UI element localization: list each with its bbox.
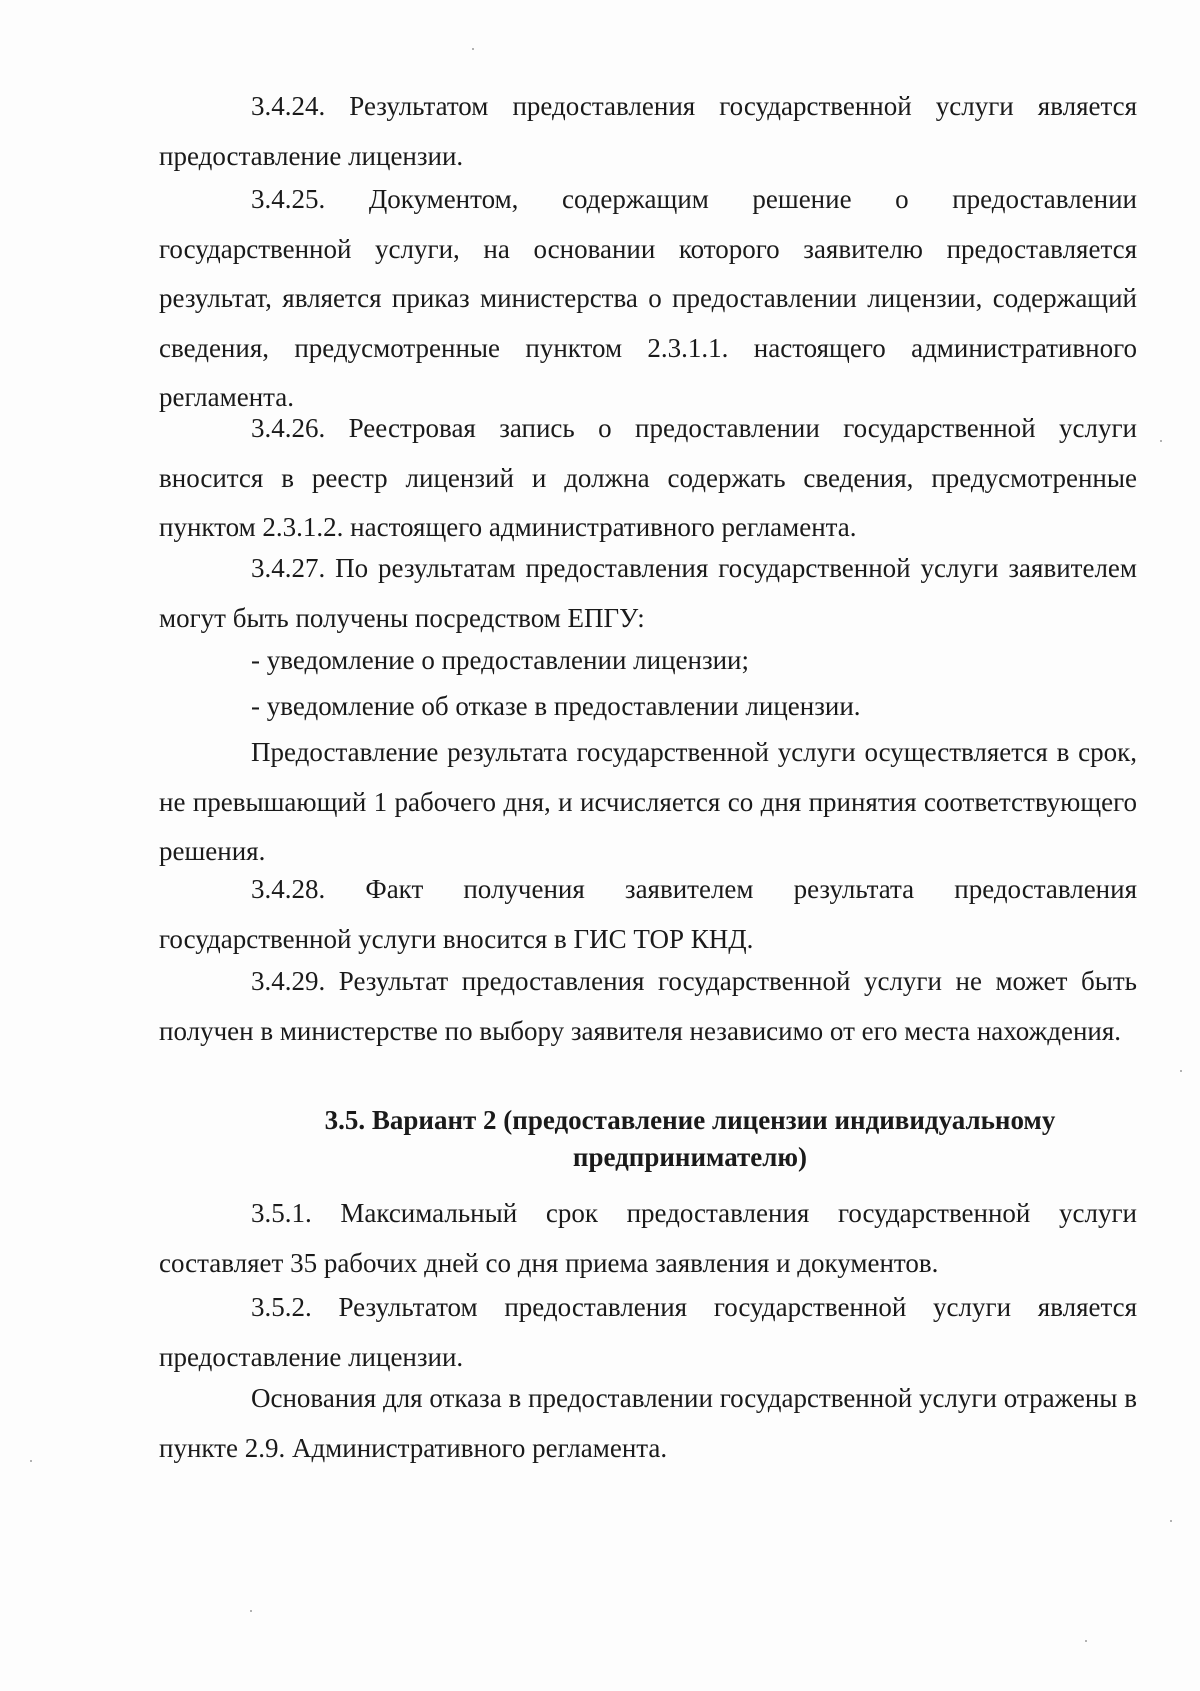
paragraph-3-4-27: 3.4.27. По результатам предоставления государственной услуги заявителем могут быть получены посредством ЕПГУ: (159, 553, 1137, 633)
section-heading-3-5-line1: 3.5. Вариант 2 (предоставление лицензии индивидуальному (324, 1105, 1056, 1135)
paragraph-refusal-grounds: Основания для отказа в предоставлении государственной услуги отражены в пункте 2.9. Административного регламента. (159, 1383, 1137, 1463)
scan-speck (1180, 1070, 1182, 1072)
paragraph-3-4-26: 3.4.26. Реестровая запись о предоставлении государственной услуги вносится в реестр лицензий и должна содержать сведения, предусмотренные пунктом 2.3.1.2. настоящего административного регламента. (159, 413, 1137, 542)
paragraph-3-4-24: 3.4.24. Результатом предоставления государственной услуги является предоставление лицензии. (159, 91, 1137, 171)
paragraph-3-4-25: 3.4.25. Документом, содержащим решение о предоставлении государственной услуги, на основании которого заявителю предоставляется результат, является приказ министерства о предоставлении лицензии, содержащий сведения, предусмотренные пунктом 2.3.1.1. настоящего административного регламента. (159, 184, 1137, 412)
paragraph-3-4-28: 3.4.28. Факт получения заявителем результата предоставления государственной услуги вносится в ГИС ТОР КНД. (159, 874, 1137, 954)
scan-speck (1170, 1520, 1172, 1522)
scan-speck (1085, 1640, 1087, 1642)
list-item-notice-refusal: - уведомление об отказе в предоставлении лицензии. (251, 691, 861, 721)
paragraph-3-5-1: 3.5.1. Максимальный срок предоставления государственной услуги составляет 35 рабочих дней со дня приема заявления и документов. (159, 1198, 1137, 1278)
list-item-notice-granted: - уведомление о предоставлении лицензии; (251, 645, 750, 675)
scan-speck (472, 48, 474, 50)
paragraph-3-5-2: 3.5.2. Результатом предоставления государственной услуги является предоставление лицензии. (159, 1292, 1137, 1372)
paragraph-result-delivery: Предоставление результата государственной услуги осуществляется в срок, не превышающий 1 рабочего дня, и исчисляется со дня принятия соответствующего решения. (159, 737, 1137, 866)
section-heading-3-5-line2: предпринимателю) (572, 1142, 808, 1172)
scan-speck (30, 1460, 32, 1462)
paragraph-3-4-29: 3.4.29. Результат предоставления государственной услуги не может быть получен в министерстве по выбору заявителя независимо от его места нахождения. (159, 966, 1137, 1046)
scan-speck (250, 1610, 252, 1612)
scan-speck (1160, 440, 1162, 442)
